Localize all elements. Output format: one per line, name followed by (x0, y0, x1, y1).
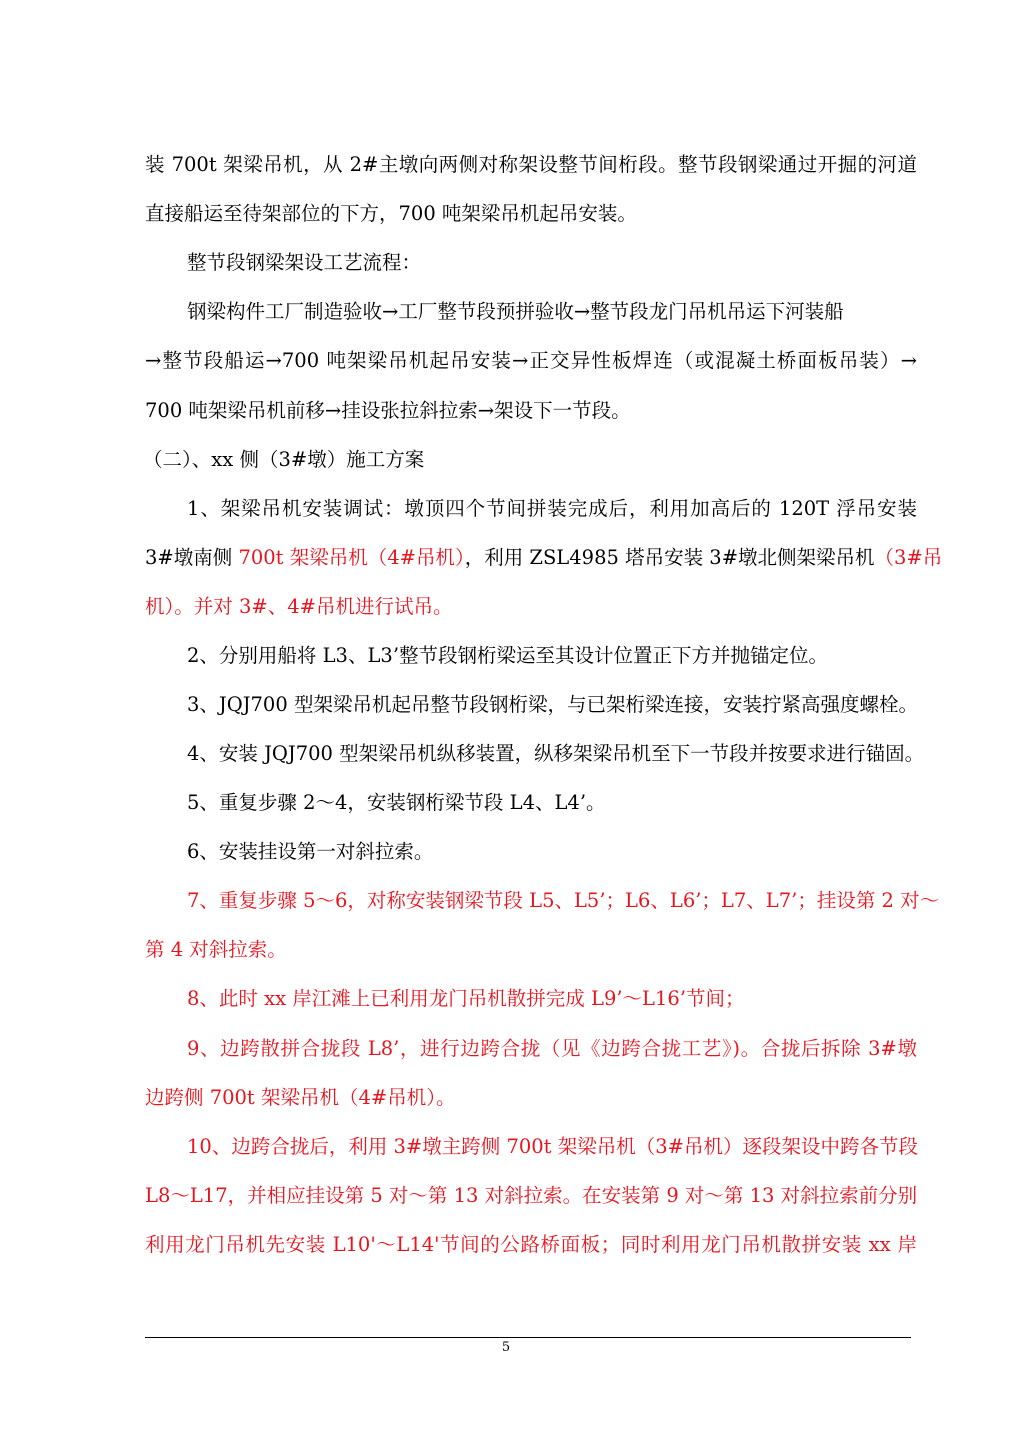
step-1-part-2: 700t 架梁吊机（4#吊机） (238, 546, 465, 569)
step-1-part-3: ，利用 ZSL4985 塔吊安装 3#墩北侧架梁吊机 (464, 546, 875, 569)
step-9-line-1: 9、边跨散拼合拢段 L8’，进行边跨合拢（见《边跨合拢工艺》)。合拢后拆除 3#墩 (187, 1037, 917, 1060)
step-4: 4、安装 JQJ700 型架梁吊机纵移装置，纵移架梁吊机至下一节段并按要求进行锚固。 (187, 742, 925, 765)
step-9-line-2: 边跨侧 700t 架梁吊机（4#吊机）。 (145, 1086, 456, 1109)
step-2: 2、分别用船将 L3、L3’整节段钢桁梁运至其设计位置正下方并抛锚定位。 (187, 644, 829, 667)
text-line-2: 直接船运至待架部位的下方，700 吨架梁吊机起吊安装。 (145, 202, 637, 225)
step-1-line-1: 1、架梁吊机安装调试：墩顶四个节间拼装完成后，利用加高后的 120T 浮吊安装 (187, 497, 917, 520)
section-heading-xx-side: （二）、xx 侧（3#墩）施工方案 (143, 448, 425, 471)
step-8: 8、此时 xx 岸江滩上已利用龙门吊机散拼完成 L9’～L16’节间； (187, 987, 745, 1010)
footer-divider (145, 1337, 911, 1338)
process-flow-line-2: →整节段船运→700 吨架梁吊机起吊安装→正交异性板焊连（或混凝土桥面板吊装）→ (145, 349, 917, 372)
step-10-line-3: 利用龙门吊机先安装 L10'～L14'节间的公路桥面板；同时利用龙门吊机散拼安装 xx 岸 (145, 1233, 917, 1256)
step-3: 3、JQJ700 型架梁吊机起吊整节段钢桁梁，与已架桁梁连接，安装拧紧高强度螺栓。 (187, 693, 918, 716)
text-line-1: 装 700t 架梁吊机，从 2#主墩向两侧对称架设整节间桁段。整节段钢梁通过开掘的河道 (145, 153, 917, 176)
step-10-line-2: L8～L17，并相应挂设第 5 对～第 13 对斜拉索。在安装第 9 对～第 13 对斜拉索前分别 (145, 1184, 918, 1207)
step-7-line-2: 第 4 对斜拉索。 (145, 938, 287, 961)
step-1-part-4: （3#吊 (874, 546, 943, 569)
step-10-line-1: 10、边跨合拢后，利用 3#墩主跨侧 700t 架梁吊机（3#吊机）逐段架设中跨各节段 (187, 1135, 918, 1158)
process-flow-line-1: 钢梁构件工厂制造验收→工厂整节段预拼验收→整节段龙门吊机吊运下河装船 (187, 300, 844, 323)
step-1-line-2 (145, 545, 943, 571)
step-5: 5、重复步骤 2～4，安装钢桁梁节段 L4、L4’。 (187, 791, 606, 814)
step-1-line-3: 机）。并对 3#、4#吊机进行试吊。 (145, 595, 453, 618)
step-1-part-1: 3#墩南侧 (145, 546, 239, 569)
step-7-line-1: 7、重复步骤 5～6，对称安装钢梁节段 L5、L5’；L6、L6’；L7、L7’；挂设第 2 对～ (187, 889, 940, 912)
step-6: 6、安装挂设第一对斜拉索。 (187, 840, 434, 863)
process-flow-line-3: 700 吨架梁吊机前移→挂设张拉斜拉索→架设下一节段。 (145, 399, 631, 422)
section-heading-process: 整节段钢梁架设工艺流程： (187, 251, 422, 274)
page-number: 5 (501, 1340, 511, 1355)
